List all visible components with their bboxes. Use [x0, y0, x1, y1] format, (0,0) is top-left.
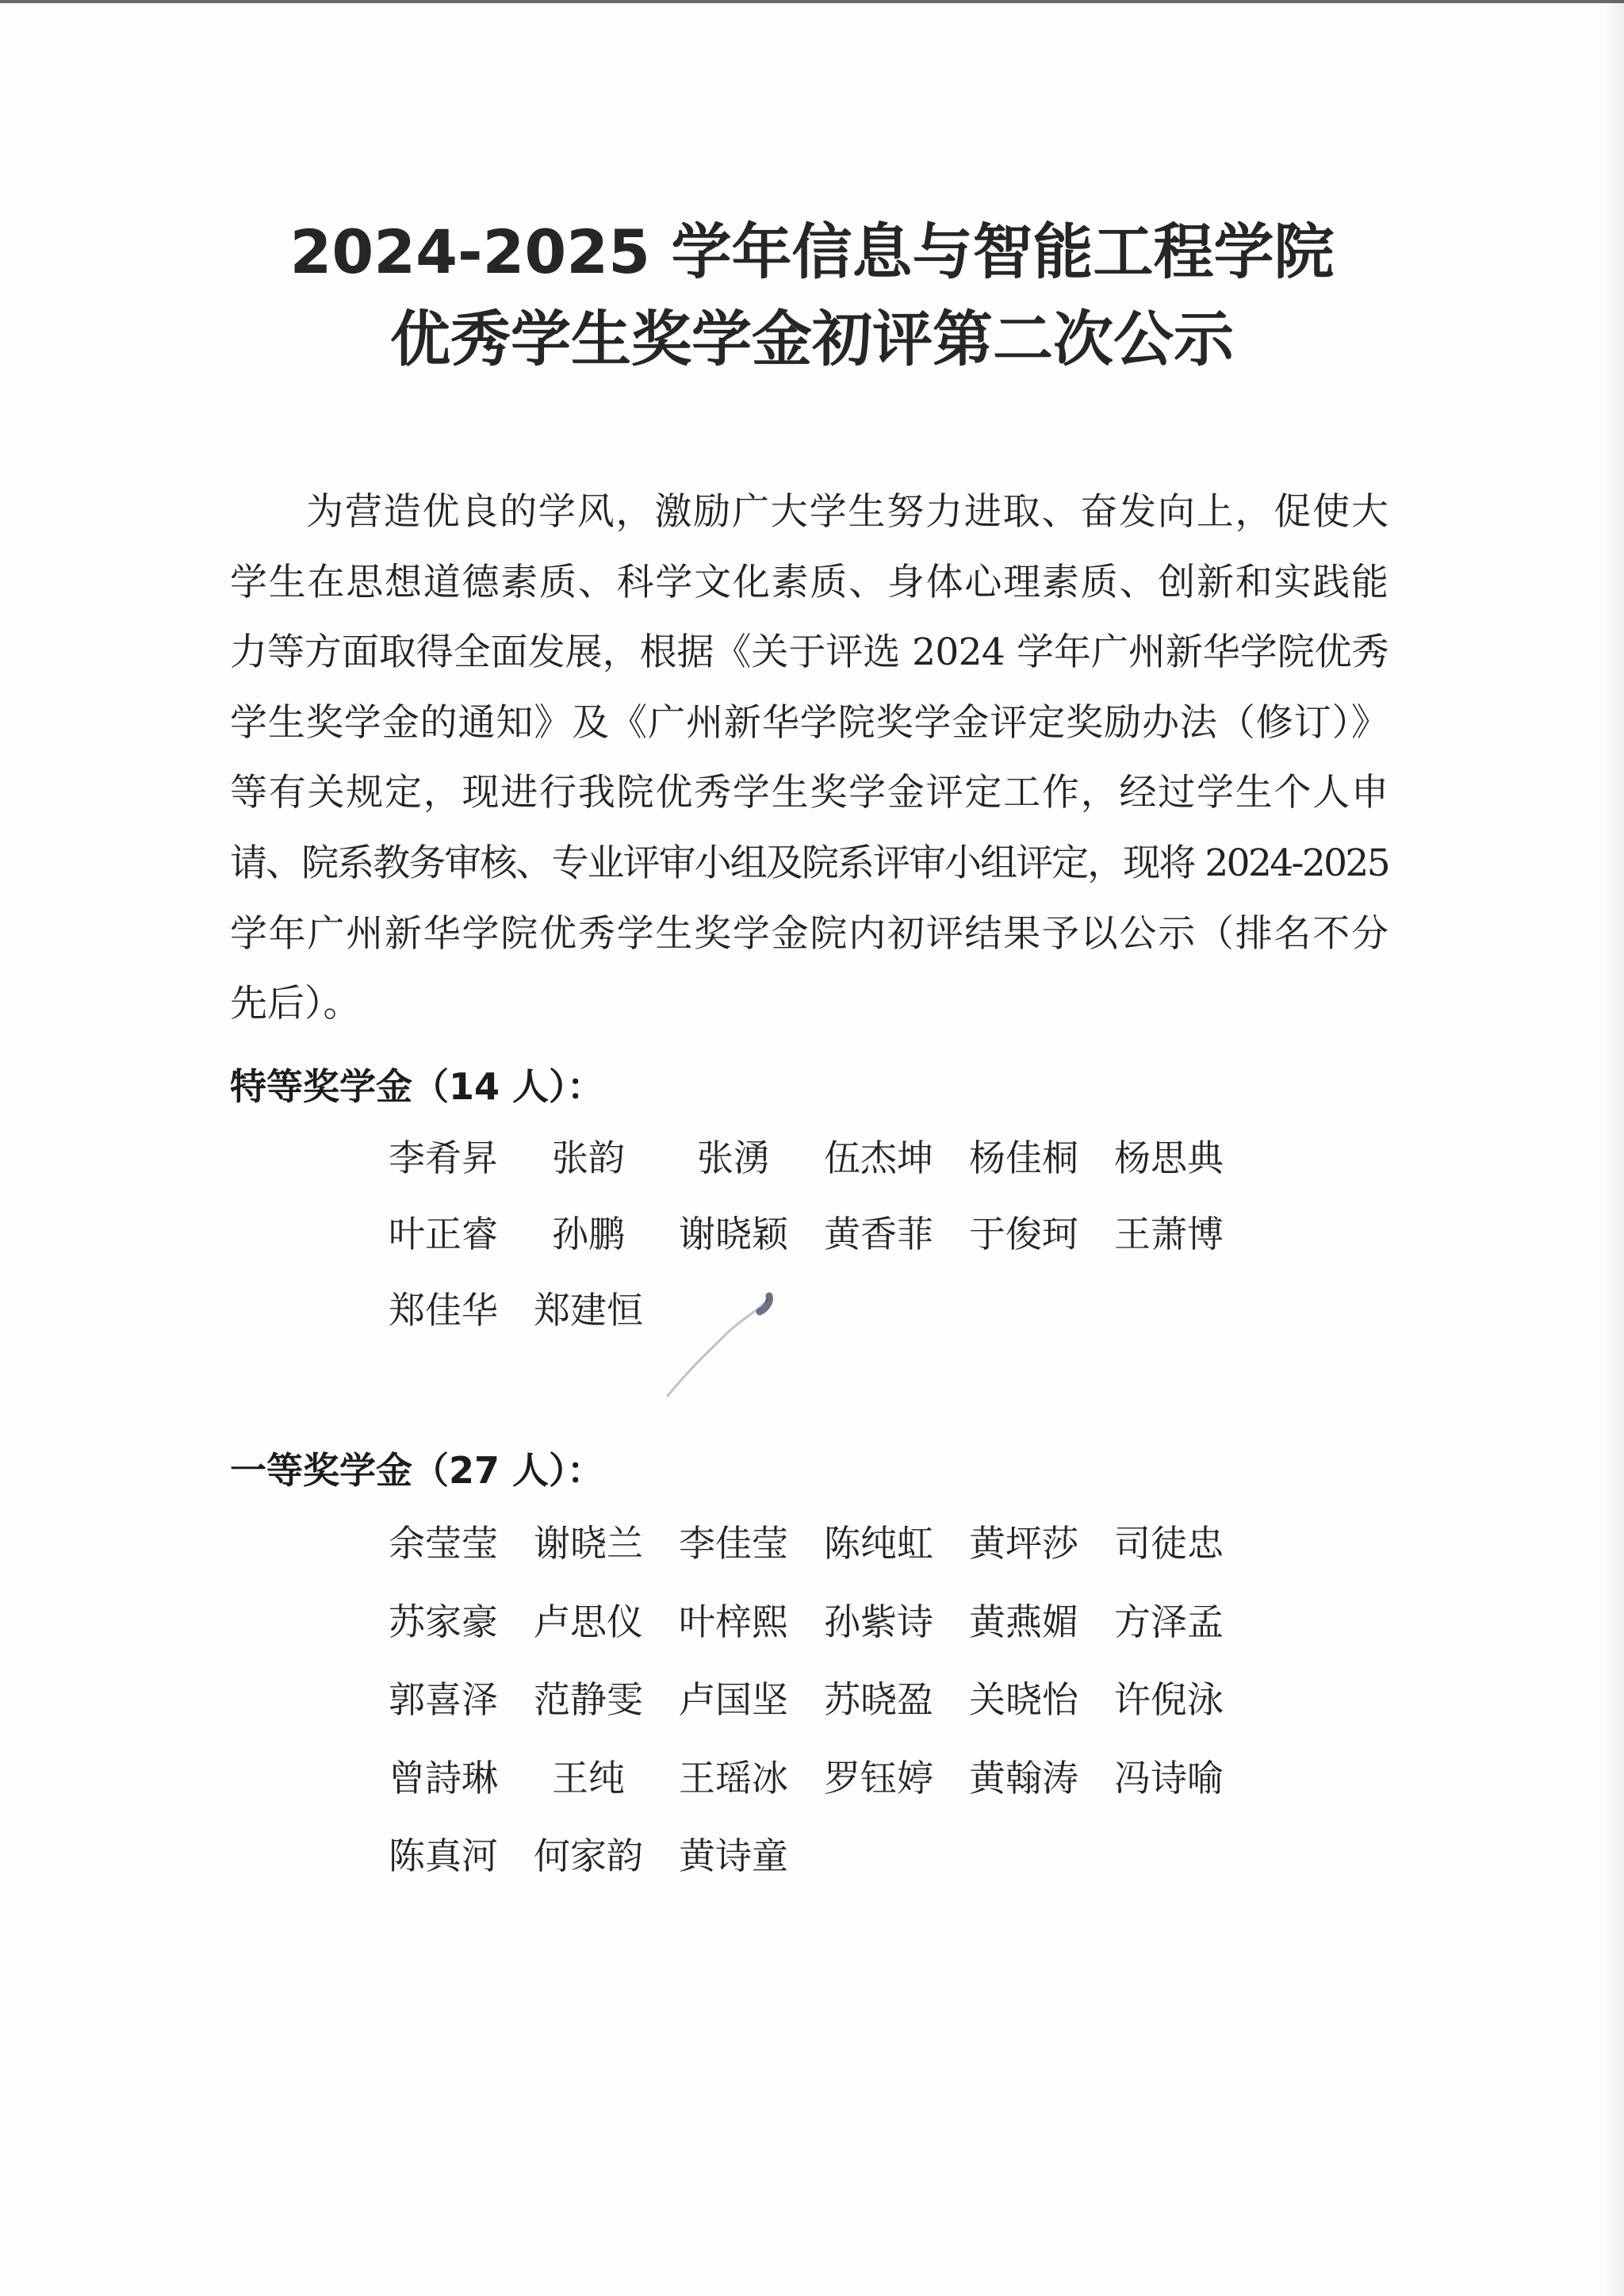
awardee-name: 关晓怡: [969, 1678, 1078, 1722]
paragraph-line: 学生在思想道德素质、科学文化素质、身体心理素质、创新和实践能: [230, 560, 1388, 604]
title-line-1: 2024-2025 学年信息与智能工程学院: [289, 217, 1335, 287]
announcement-paragraph: [230, 477, 1388, 1040]
paragraph-line: 等有关规定，现进行我院优秀学生奖学金评定工作，经过学生个人申: [230, 771, 1388, 815]
awardee-name: 曾詩琳: [389, 1756, 498, 1800]
awardee-name: 黄坪莎: [969, 1522, 1078, 1566]
awardee-name: 李肴昇: [389, 1137, 498, 1179]
awardee-name: 叶正睿: [389, 1213, 498, 1255]
awardee-name: 黄翰涛: [969, 1756, 1078, 1800]
paragraph-line: 请、院系教务审核、专业评审小组及院系评审小组评定，现将 2024-2025: [230, 841, 1388, 885]
title-line-2: 优秀学生奖学金初评第二次公示: [390, 304, 1234, 374]
awardee-name: 张湧: [697, 1137, 770, 1179]
awardee-name: 何家韵: [534, 1834, 643, 1878]
awardee-name: 郭喜泽: [389, 1678, 498, 1722]
awardee-name: 杨佳桐: [969, 1137, 1078, 1179]
awardee-name: 叶梓熙: [679, 1600, 788, 1643]
scan-top-edge: [0, 0, 1624, 3]
awardee-name: 李佳莹: [679, 1522, 788, 1566]
awardee-name: 范静雯: [534, 1678, 643, 1722]
awardee-name: 卢思仪: [534, 1600, 643, 1643]
awardee-name: 谢晓兰: [534, 1522, 643, 1566]
awardee-name: 苏晓盈: [824, 1678, 933, 1722]
awardee-name: 黄燕媚: [969, 1600, 1078, 1643]
awardee-name: 许倪泳: [1114, 1678, 1224, 1722]
paragraph-line: 学年广州新华学院优秀学生奖学金院内初评结果予以公示（排名不分: [230, 911, 1388, 956]
awardee-name: 余莹莹: [389, 1522, 498, 1566]
awardee-name: 王纯: [552, 1756, 625, 1800]
paragraph-line: 学生奖学金的通知》及《广州新华学院奖学金评定奖励办法（修订）》: [230, 700, 1388, 745]
awardee-name: 孙紫诗: [824, 1600, 933, 1643]
awardee-name: 王萧博: [1114, 1213, 1224, 1255]
awardee-name: 卢国坚: [679, 1678, 788, 1722]
awardee-name: 郑佳华: [389, 1289, 498, 1332]
awardee-name: 于俊珂: [969, 1213, 1078, 1255]
awardee-name: 陈真河: [389, 1834, 498, 1878]
awardee-name: 谢晓颖: [679, 1213, 788, 1255]
ink-smudge: [650, 1285, 793, 1404]
awardee-name: 郑建恒: [534, 1289, 643, 1332]
awardee-name: 陈纯虹: [824, 1522, 933, 1566]
paragraph-line: 先后）。: [230, 982, 361, 1026]
awardee-name: 罗钰婷: [824, 1756, 933, 1800]
awardee-name: 黄诗童: [679, 1834, 788, 1878]
first-prize-heading: 一等奖学金（27 人）：: [230, 1449, 604, 1492]
awardee-name: 黄香菲: [824, 1213, 933, 1255]
awardee-name: 伍杰坤: [824, 1137, 933, 1179]
document-title: [0, 209, 1624, 383]
awardee-name: 王瑶冰: [679, 1756, 788, 1800]
awardee-name: 张韵: [552, 1137, 625, 1179]
paragraph-line: 力等方面取得全面发展，根据《关于评选 2024 学年广州新华学院优秀: [230, 631, 1388, 675]
paragraph-line: 为营造优良的学风，激励广大学生努力进取、奋发向上，促使大: [306, 490, 1388, 534]
awardee-name: 司徒忠: [1114, 1522, 1224, 1566]
first-prize-name-list: [389, 1502, 1224, 1893]
special-prize-heading: 特等奖学金（14 人）：: [230, 1065, 604, 1108]
awardee-name: 杨思典: [1114, 1137, 1224, 1179]
awardee-name: 冯诗喻: [1114, 1756, 1224, 1800]
special-prize-name-list: [389, 1117, 1224, 1346]
awardee-name: 孙鹏: [552, 1213, 625, 1255]
awardee-name: 苏家豪: [389, 1600, 498, 1643]
awardee-name: 方泽孟: [1114, 1600, 1224, 1643]
